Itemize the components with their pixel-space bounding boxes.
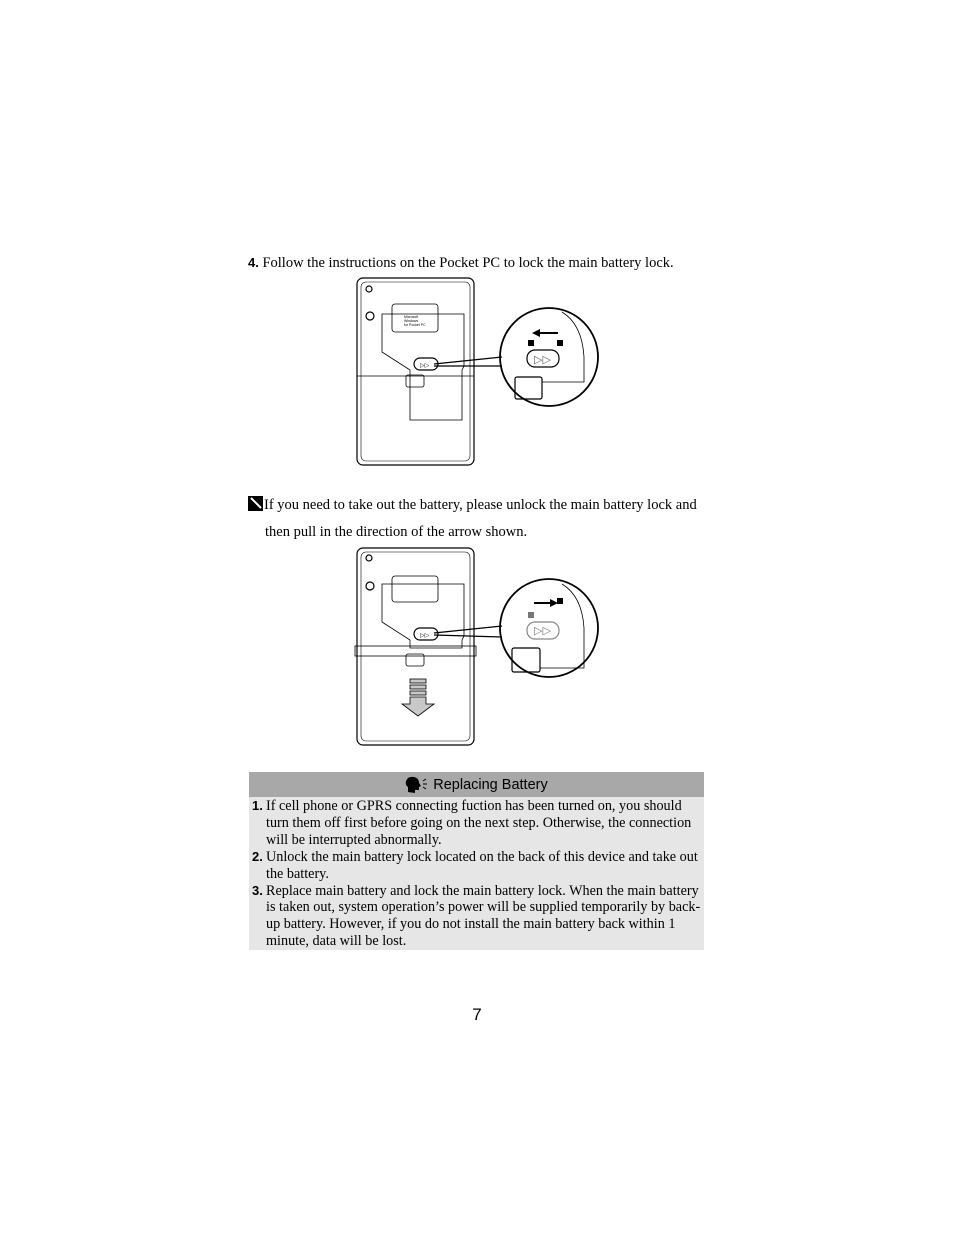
- tip-box-list: [249, 797, 704, 950]
- svg-text:▷▷: ▷▷: [534, 354, 551, 366]
- list-item: 2. Unlock the main battery lock located on the back of this device and take out the battery.: [252, 848, 698, 882]
- pull-direction-arrow: [402, 679, 434, 716]
- logo-line2: Windows: [404, 319, 419, 323]
- replacing-battery-tip-box: [249, 772, 704, 950]
- logo-line3: for Pocket PC: [404, 323, 426, 327]
- speaking-head-icon: [405, 776, 429, 794]
- step-4-instruction: [248, 254, 718, 272]
- battery-unlock-figure: [352, 544, 604, 750]
- step-4-number: 4.: [248, 255, 259, 270]
- pencil-note-icon: [248, 496, 263, 511]
- logo-line1: Microsoft: [404, 315, 419, 319]
- note-line-1: [248, 496, 718, 514]
- page-number: 7: [472, 1005, 482, 1024]
- svg-text:▷▷: ▷▷: [420, 363, 430, 369]
- step-4-text: Follow the instructions on the Pocket PC to lock the main battery lock.: [262, 255, 674, 271]
- note-text-line-2: then pull in the direction of the arrow shown.: [265, 524, 528, 540]
- tip-box-header: [249, 772, 704, 797]
- list-item: 1. If cell phone or GPRS connecting fuction has been turned on, you should turn them off first before going on the next step. Otherwise, the connection will be interrupted abnormally.: [252, 798, 692, 848]
- tip-box-title: Replacing Battery: [433, 776, 548, 793]
- svg-text:▷▷: ▷▷: [534, 625, 551, 637]
- list-item: 3. Replace main battery and lock the main battery lock. When the main battery is taken out, system operation’s power will be supplied temporarily by back-up battery. However, if you do not install the main battery back within 1 minute, data will be lost.: [252, 882, 701, 950]
- svg-text:▷▷: ▷▷: [420, 633, 430, 639]
- battery-lock-figure: [352, 274, 604, 470]
- note-text-line-1: If you need to take out the battery, please unlock the main battery lock and: [264, 497, 697, 513]
